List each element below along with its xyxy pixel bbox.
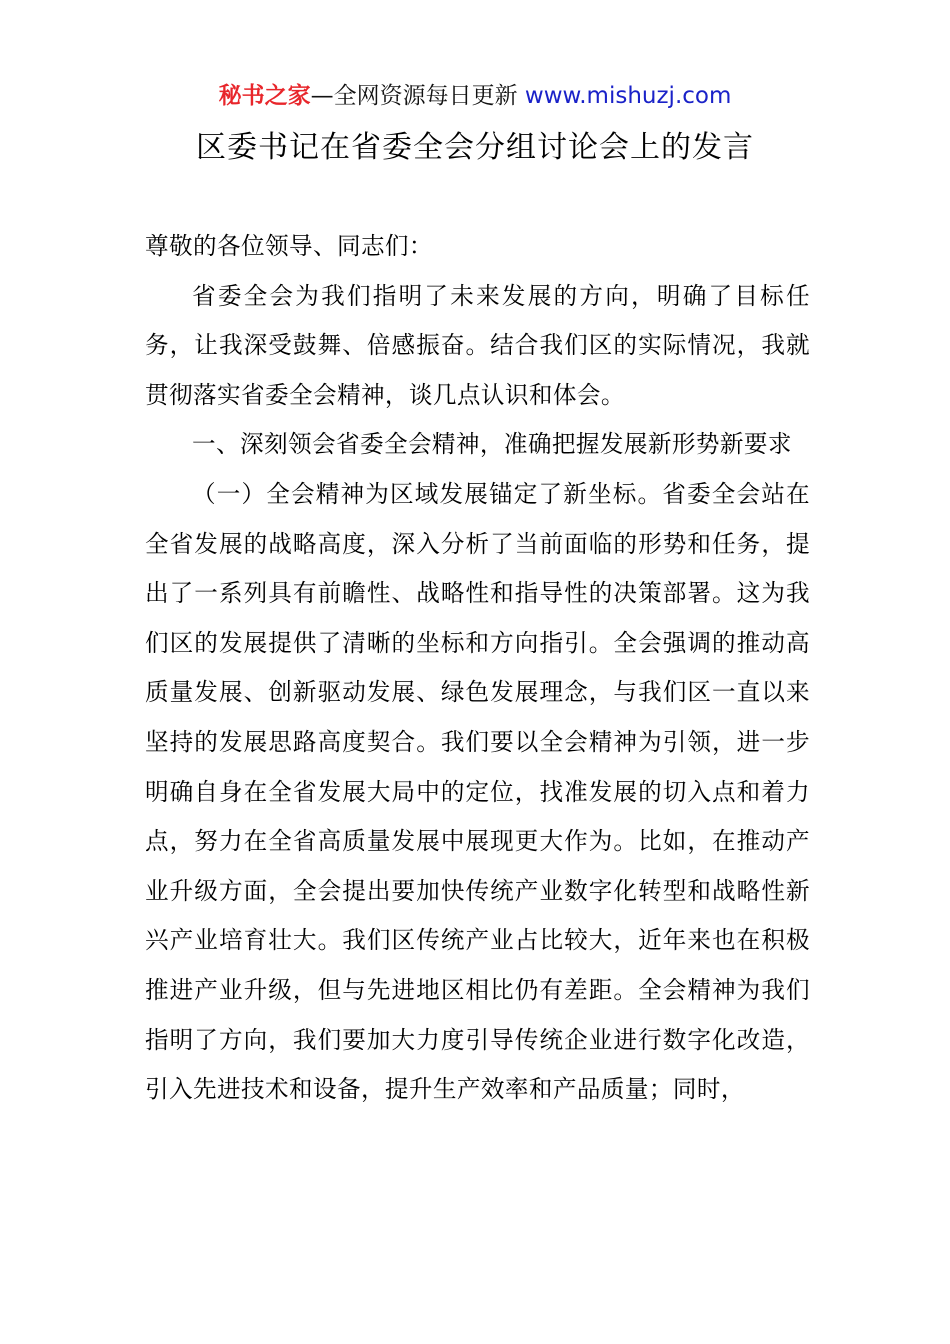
document-body bbox=[145, 222, 810, 1115]
section-heading-1: 一、深刻领会省委全会精神，准确把握发展新形势新要求 bbox=[192, 430, 792, 459]
salutation: 尊敬的各位领导、同志们： bbox=[145, 232, 433, 260]
document-title: 区委书记在省委全会分组讨论会上的发言 bbox=[196, 130, 754, 165]
site-header bbox=[0, 80, 950, 112]
paragraph-intro: 省委全会为我们指明了未来发展的方向，明确了目标任务，让我深受鼓舞、倍感振奋。结合我们区的实际情况，我就贯彻落实省委全会精神，谈几点认识和体会。 bbox=[145, 281, 810, 409]
site-url-link[interactable]: www.mishuzj.com bbox=[524, 83, 732, 109]
site-name: 秘书之家 bbox=[218, 83, 311, 109]
site-tagline: —全网资源每日更新 bbox=[310, 83, 518, 109]
paragraph-subsection-1: （一）全会精神为区域发展锚定了新坐标。省委全会站在全省发展的战略高度，深入分析了当前面临的形势和任务，提出了一系列具有前瞻性、战略性和指导性的决策部署。这为我们区的发展提供了清晰的坐标和方向指引。全会强调的推动高质量发展、创新驱动发展、绿色发展理念，与我们区一直以来坚持的发展思路高度契合。我们要以全会精神为引领，进一步明确自身在全省发展大局中的定位，找准发展的切入点和着力点，努力在全省高质量发展中展现更大作为。比如，在推动产业升级方面，全会提出要加快传统产业数字化转型和战略性新兴产业培育壮大。我们区传统产业占比较大，近年来也在积极推进产业升级，但与先进地区相比仍有差距。全会精神为我们指明了方向，我们要加大力度引导传统企业进行数字化改造，引入先进技术和设备，提升生产效率和产品质量；同时， bbox=[145, 479, 810, 1104]
